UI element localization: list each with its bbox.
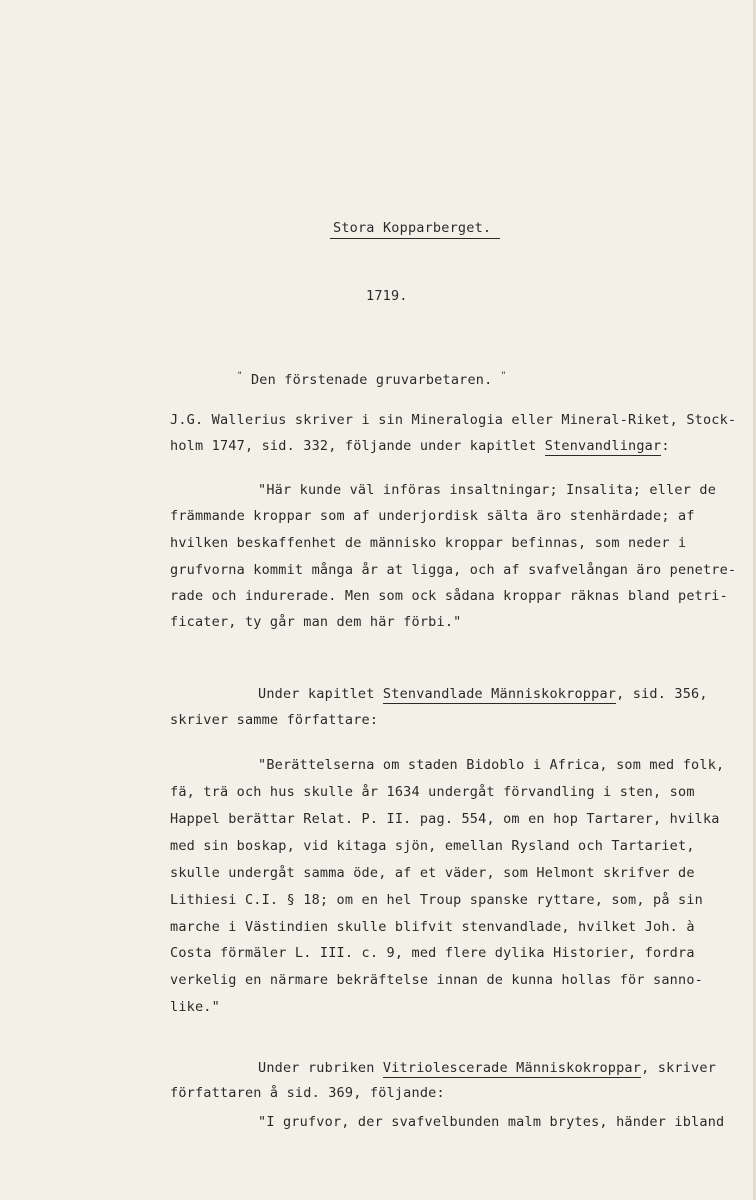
paragraph-2-line-2: skriver samme författare:: [170, 712, 379, 728]
subtitle-text: Den förstenade gruvarbetaren.: [250, 372, 493, 388]
paragraph-3-text: Under rubriken: [258, 1060, 383, 1076]
document-title: Stora Kopparberget.: [333, 220, 492, 236]
paragraph-3-text-end: , skriver: [641, 1060, 717, 1076]
quote-2-line: fä, trä och hus skulle år 1634 undergåt förvandling i sten, som: [170, 784, 695, 800]
paragraph-2-text: Under kapitlet: [258, 686, 383, 702]
quote-1-line: "Här kunde väl införas insaltningar; Insalita; eller de: [258, 482, 717, 498]
paragraph-3-line-1: [258, 1060, 716, 1076]
paragraph-2-line-1: [258, 686, 708, 702]
quote-2-line: skulle undergåt samma öde, af et väder, som Helmont skrifver de: [170, 865, 695, 881]
quote-1-line: hvilken beskaffenhet de människo kroppar befinnas, som neder i: [170, 535, 687, 551]
section-subtitle: [237, 368, 506, 388]
quote-2-line: like.": [170, 999, 220, 1015]
quote-2-line: verkelig en närmare bekräftelse innan de kunna hollas för sanno-: [170, 972, 703, 988]
quote-2-line: Lithiesi C.I. § 18; om en hel Troup spanske ryttare, som, på sin: [170, 892, 703, 908]
open-quote-mark: ": [237, 371, 243, 381]
quote-1-line: främmande kroppar som af underjordisk sälta äro stenhärdade; af: [170, 508, 695, 524]
underlined-term: Vitriolescerade Människokroppar: [382, 1060, 642, 1076]
quote-1-line: grufvorna kommit många år at ligga, och af svafvelångan äro penetre-: [170, 562, 737, 578]
close-quote-mark: ": [500, 371, 507, 381]
title-underline: [330, 238, 500, 239]
year-heading: 1719.: [366, 288, 408, 304]
quote-1-line: rade och indurerade. Men som ock sådana kroppar räknas bland petri-: [170, 588, 728, 604]
quote-1-line: ficater, ty går man dem här förbi.": [170, 614, 462, 630]
paragraph-3-line-2: författaren å sid. 369, följande:: [170, 1085, 445, 1101]
quote-2-line: Costa förmäler L. III. c. 9, med flere dylika Historier, fordra: [170, 945, 695, 961]
paragraph-1-line-1: J.G. Wallerius skriver i sin Mineralogia eller Mineral-Riket, Stock-: [170, 412, 737, 428]
paragraph-1-end: :: [661, 438, 670, 454]
quote-2-line: Happel berättar Relat. P. II. pag. 554, om en hop Tartarer, hvilka: [170, 811, 720, 827]
paragraph-1-text: holm 1747, sid. 332, följande under kapitlet: [170, 438, 545, 454]
paragraph-2-text-end: , sid. 356,: [616, 686, 708, 702]
underlined-term: Stenvandlade Människokroppar: [382, 686, 617, 702]
quote-2-line: med sin boskap, vid kitaga sjön, emellan Rysland och Tartariet,: [170, 838, 695, 854]
paragraph-1-line-2: [170, 438, 670, 454]
quote-3-line: "I grufvor, der svafvelbunden malm brytes, händer ibland: [258, 1114, 725, 1130]
quote-2-line: "Berättelserna om staden Bidoblo i Africa, som med folk,: [258, 757, 725, 773]
underlined-term: Stenvandlingar: [544, 438, 662, 454]
quote-2-line: marche i Västindien skulle blifvit stenvandlade, hvilket Joh. à: [170, 919, 695, 935]
